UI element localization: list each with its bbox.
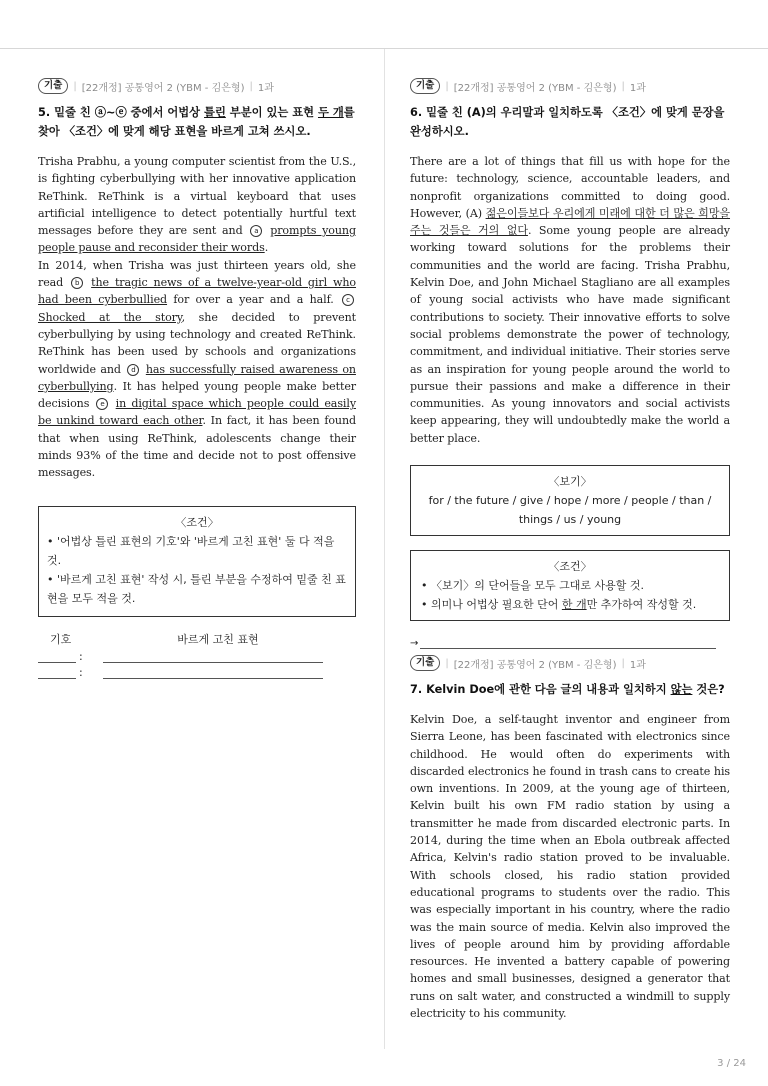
lesson-label: 1과: [257, 82, 274, 94]
question-5: [38, 78, 356, 679]
fix-label: 바르게 고친 표현: [177, 632, 259, 646]
answer-line-row: [410, 635, 730, 649]
conditions-title: 〈조건〉: [548, 560, 592, 574]
marker-e: e: [96, 398, 108, 410]
fix-blank[interactable]: [103, 652, 323, 663]
answer-header: [38, 631, 356, 647]
underlined-c: Shocked at the story: [38, 310, 182, 324]
source-label: [22개정] 공통영어 2 (YBM - 김은형): [81, 82, 245, 94]
word-bank-box: [410, 465, 730, 536]
answer-row: :: [38, 649, 356, 663]
underlined-a: prompts young people pause and reconsider their words: [38, 224, 356, 255]
past-exam-badge: 기출: [410, 655, 440, 671]
question-7: [410, 655, 730, 1022]
marker-b: b: [71, 277, 83, 289]
condition-item: • 의미나 어법상 필요한 단어 한 개만 추가하여 작성할 것.: [421, 598, 697, 612]
conditions-title: 〈조건〉: [175, 515, 219, 529]
symbol-blank[interactable]: [38, 668, 76, 679]
symbol-label: 기호: [50, 632, 72, 646]
marker-c: c: [342, 294, 354, 306]
question-meta: 기출 | [22개정] 공통영어 2 (YBM - 김은형) | 1과: [410, 655, 730, 671]
question-title: 6. 밑줄 친 (A)의 우리말과 일치하도록 〈조건〉에 맞게 문장을 완성하시오.: [410, 106, 725, 138]
underlined-e: in digital space which people could easily be unkind toward each other: [38, 397, 356, 428]
reading-passage: Trisha Prabhu, a young computer scientist from the U.S., is fighting cyberbullying with her innovative application ReThink. ReThink is a virtual keyboard that uses artificial intelligence to detect potentially hurtful text messages before they are sent and a prompts young people pause and reconsider their words. In 2014, when Trisha was just thirteen years old, she read b the tragic news of a twelve-year-old girl who had been cyberbullied for over a year and a half. c Shocked at the story, she decided to prevent cyberbullying by using technology and created ReThink. ReThink has been used by schools and organizations worldwide and d has successfully raised awareness on cyberbullying. It has helped young people make better decisions e in digital space which people could easily be unkind toward each other. In fact, it has been found that when using ReThink, adolescents change their minds 93% of the time and decide not to post offensive messages.: [38, 155, 357, 480]
question-6: [410, 78, 730, 649]
word-bank-title: 〈보기〉: [548, 475, 592, 489]
marker-a: a: [250, 225, 262, 237]
source-label: [22개정] 공통영어 2 (YBM - 김은형): [453, 659, 617, 671]
answer-row: :: [38, 665, 356, 679]
condition-item: • '바르게 고친 표현' 작성 시, 틀린 부분을 수정하여 밑줄 친 표현을 모두 적을 것.: [47, 572, 346, 605]
reading-passage: Kelvin Doe, a self-taught inventor and engineer from Sierra Leone, has been fascinated with electronics since childhood. He would often do experiments with discarded electronics he found in trash cans to create his own inventions. In 2009, at the young age of thirteen, Kelvin built his own FM radio station by using a transmitter he made from discarded electronic parts. In 2014, during the time when an Ebola outbreak affected Africa, Kelvin's radio station proved to be invaluable. With schools closed, his radio station provided educational programs to students over the radio. This was especially important in his country, where the radio was the main source of media. Kelvin also improved the lives of people around him by providing affordable resources. He invented a battery capable of powering homes and small businesses, designed a generator that runs on salt water, and constructed a windmill to supply electricity to his community.: [410, 713, 730, 1021]
question-title: 5. 밑줄 친 ⓐ~ⓔ 중에서 어법상 틀린 부분이 있는 표현 두 개를 찾아 〈조건〉에 맞게 해당 표현을 바르게 고쳐 쓰시오.: [38, 106, 355, 138]
answer-blank[interactable]: [420, 640, 716, 649]
reading-passage: There are a lot of things that fill us with hope for the future: technology, science, accountable leaders, and nonprofit organizations committed to doing good. However, (A) 젊은이들보다 우리에게 미래에 대한 더 많은 희망을 주는 것들은 거의 없다. Some young people are already working toward solutions for the problems their communities and the world are facing. Trisha Prabhu, Kelvin Doe, and John Michael Stagliano are all examples of young social activists who have made significant contributions to society. Their innovative efforts to solve social problems demonstrate the power of technology, commitment, and individual initiative. Their stories serve as an inspiration for young people around the world to pursue their passions and make a difference in their communities. As young innovators and social activists keep appearing, they will undoubtedly make the world a better place.: [410, 155, 731, 445]
lesson-label: 1과: [629, 82, 646, 94]
condition-item: • 〈보기〉의 단어들을 모두 그대로 사용할 것.: [421, 579, 644, 593]
underlined-a: 젊은이들보다 우리에게 미래에 대한 더 많은 희망을 주는 것들은 거의 없다: [410, 206, 731, 238]
word-bank-words: for / the future / give / hope / more / people / than / things / us / young: [428, 494, 712, 527]
symbol-blank[interactable]: [38, 652, 76, 663]
question-meta: 기출 | [22개정] 공통영어 2 (YBM - 김은형) | 1과: [38, 78, 356, 94]
underlined-b: the tragic news of a twelve-year-old girl who had been cyberbullied: [38, 276, 357, 307]
page-number: 3 / 24: [717, 1058, 746, 1069]
fix-blank[interactable]: [103, 668, 323, 679]
marker-d: d: [127, 364, 139, 376]
source-label: [22개정] 공통영어 2 (YBM - 김은형): [453, 82, 617, 94]
question-title: 7. Kelvin Doe에 관한 다음 글의 내용과 일치하지 않는 것은?: [410, 683, 725, 696]
lesson-label: 1과: [629, 659, 646, 671]
column-divider: [384, 49, 385, 1049]
past-exam-badge: 기출: [38, 78, 68, 94]
condition-item: • '어법상 틀린 표현의 기호'와 '바르게 고친 표현' 둘 다 적을 것.: [47, 534, 335, 567]
past-exam-badge: 기출: [410, 78, 440, 94]
arrow-icon: →: [410, 638, 419, 650]
conditions-box: [410, 550, 730, 621]
question-meta: 기출 | [22개정] 공통영어 2 (YBM - 김은형) | 1과: [410, 78, 730, 94]
underlined-d: has successfully raised awareness on cyberbullying: [38, 362, 356, 393]
conditions-box: [38, 506, 356, 617]
